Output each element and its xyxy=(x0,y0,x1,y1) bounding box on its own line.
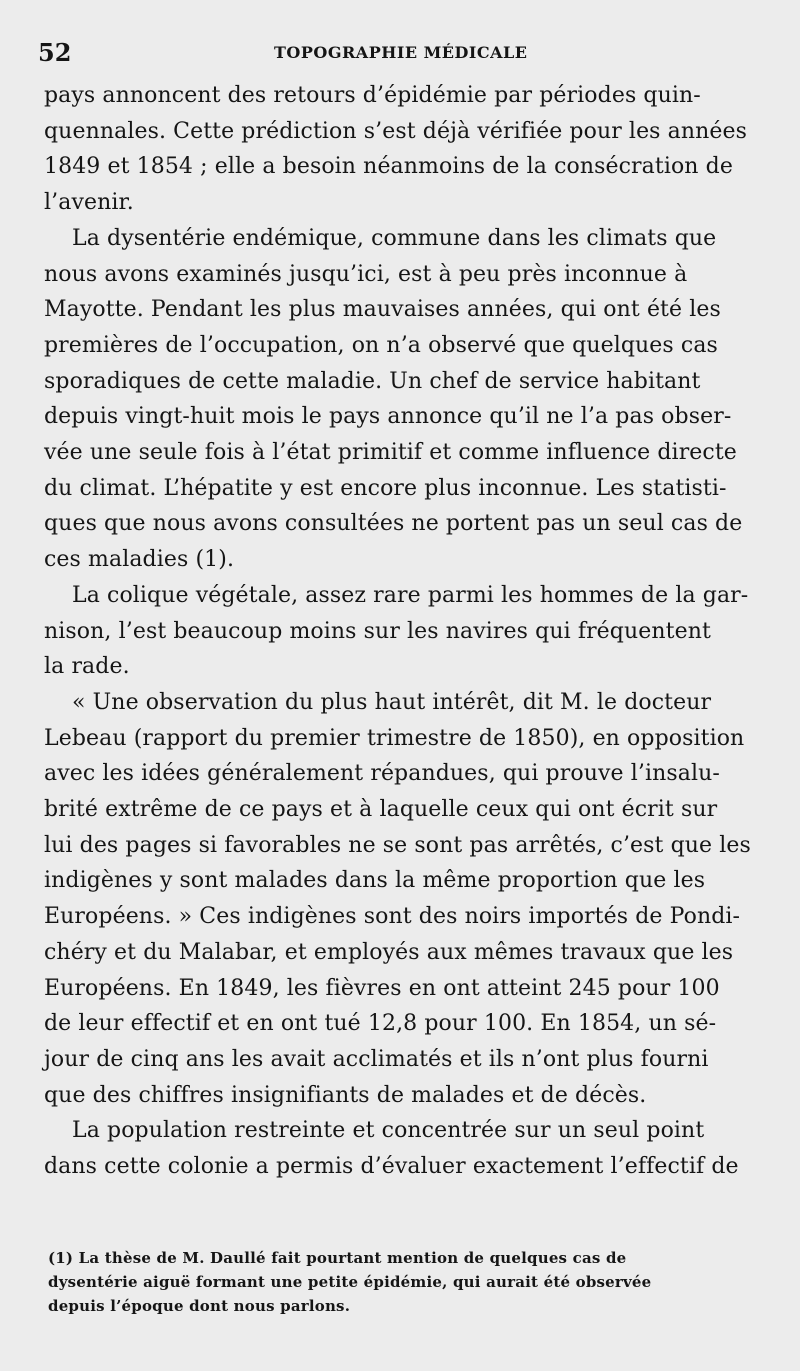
text-line: brité extrême de ce pays et à laquelle ceux qui ont écrit sur xyxy=(44,797,718,823)
text-line: dans cette colonie a permis d’évaluer exactement l’effectif de xyxy=(44,1154,739,1180)
text-line: la rade. xyxy=(44,654,130,680)
text-line: Européens. » Ces indigènes sont des noirs importés de Pondi- xyxy=(44,904,741,930)
paragraph-vegetal-colic xyxy=(44,578,762,685)
text-line: indigènes y sont malades dans la même proportion que les xyxy=(44,868,706,894)
text-line: premières de l’occupation, on n’a observé que quelques cas xyxy=(44,332,718,358)
paragraph-dysentery xyxy=(44,221,762,578)
paragraph-population xyxy=(44,1113,762,1184)
text-line: ces maladies (1). xyxy=(44,547,235,573)
footnote-line: (1) La thèse de M. Daullé fait pourtant mention de quelques cas de xyxy=(48,1249,627,1267)
text-line: sporadiques de cette maladie. Un chef de service habitant xyxy=(44,368,701,394)
text-line: avec les idées généralement répandues, qui prouve l’insalu- xyxy=(44,761,720,787)
text-line: jour de cinq ans les avait acclimatés et ils n’ont plus fourni xyxy=(44,1046,709,1072)
text-line: Européens. En 1849, les fièvres en ont atteint 245 pour 100 xyxy=(44,975,720,1001)
text-line: nous avons examinés jusqu’ici, est à peu près inconnue à xyxy=(44,261,688,287)
body-text xyxy=(44,78,762,1185)
text-line: lui des pages si favorables ne se sont pas arrêtés, c’est que les xyxy=(44,832,751,858)
text-line: ques que nous avons consultées ne portent pas un seul cas de xyxy=(44,511,743,537)
text-line: du climat. L’hépatite y est encore plus inconnue. Les statisti- xyxy=(44,475,727,501)
running-title: TOPOGRAPHIE MÉDICALE xyxy=(274,43,528,62)
text-line: quennales. Cette prédiction s’est déjà vérifiée pour les années xyxy=(44,118,748,144)
page-number: 52 xyxy=(38,38,72,67)
text-line: 1849 et 1854 ; elle a besoin néanmoins de la consécration de xyxy=(44,154,733,180)
footnote-line: depuis l’époque dont nous parlons. xyxy=(48,1297,351,1315)
text-line: La population restreinte et concentrée sur un seul point xyxy=(72,1118,705,1144)
page-header xyxy=(38,36,758,72)
footnote xyxy=(48,1246,762,1318)
text-line: « Une observation du plus haut intérêt, dit M. le docteur xyxy=(72,689,712,715)
paragraph-observation-quote xyxy=(44,685,762,1113)
text-line: pays annoncent des retours d’épidémie par périodes quin- xyxy=(44,83,701,108)
text-line: La dysentérie endémique, commune dans les climats que xyxy=(72,225,717,251)
text-line: chéry et du Malabar, et employés aux mêmes travaux que les xyxy=(44,939,734,965)
text-line: de leur effectif et en ont tué 12,8 pour 100. En 1854, un sé- xyxy=(44,1011,717,1037)
text-line: La colique végétale, assez rare parmi les hommes de la gar- xyxy=(72,582,749,608)
footnote-line: dysentérie aiguë formant une petite épidémie, qui aurait été observée xyxy=(48,1273,652,1291)
text-line: vée une seule fois à l’état primitif et comme influence directe xyxy=(44,440,737,466)
text-line: Lebeau (rapport du premier trimestre de 1850), en opposition xyxy=(44,725,745,751)
paragraph-epidemic-periods xyxy=(44,78,762,221)
text-line: que des chiffres insignifiants de malades et de décès. xyxy=(44,1082,647,1108)
text-line: depuis vingt-huit mois le pays annonce qu’il ne l’a pas obser- xyxy=(44,404,732,430)
text-line: nison, l’est beaucoup moins sur les navires qui fréquentent xyxy=(44,618,711,644)
text-line: Mayotte. Pendant les plus mauvaises années, qui ont été les xyxy=(44,297,721,323)
text-line: l’avenir. xyxy=(44,190,134,216)
